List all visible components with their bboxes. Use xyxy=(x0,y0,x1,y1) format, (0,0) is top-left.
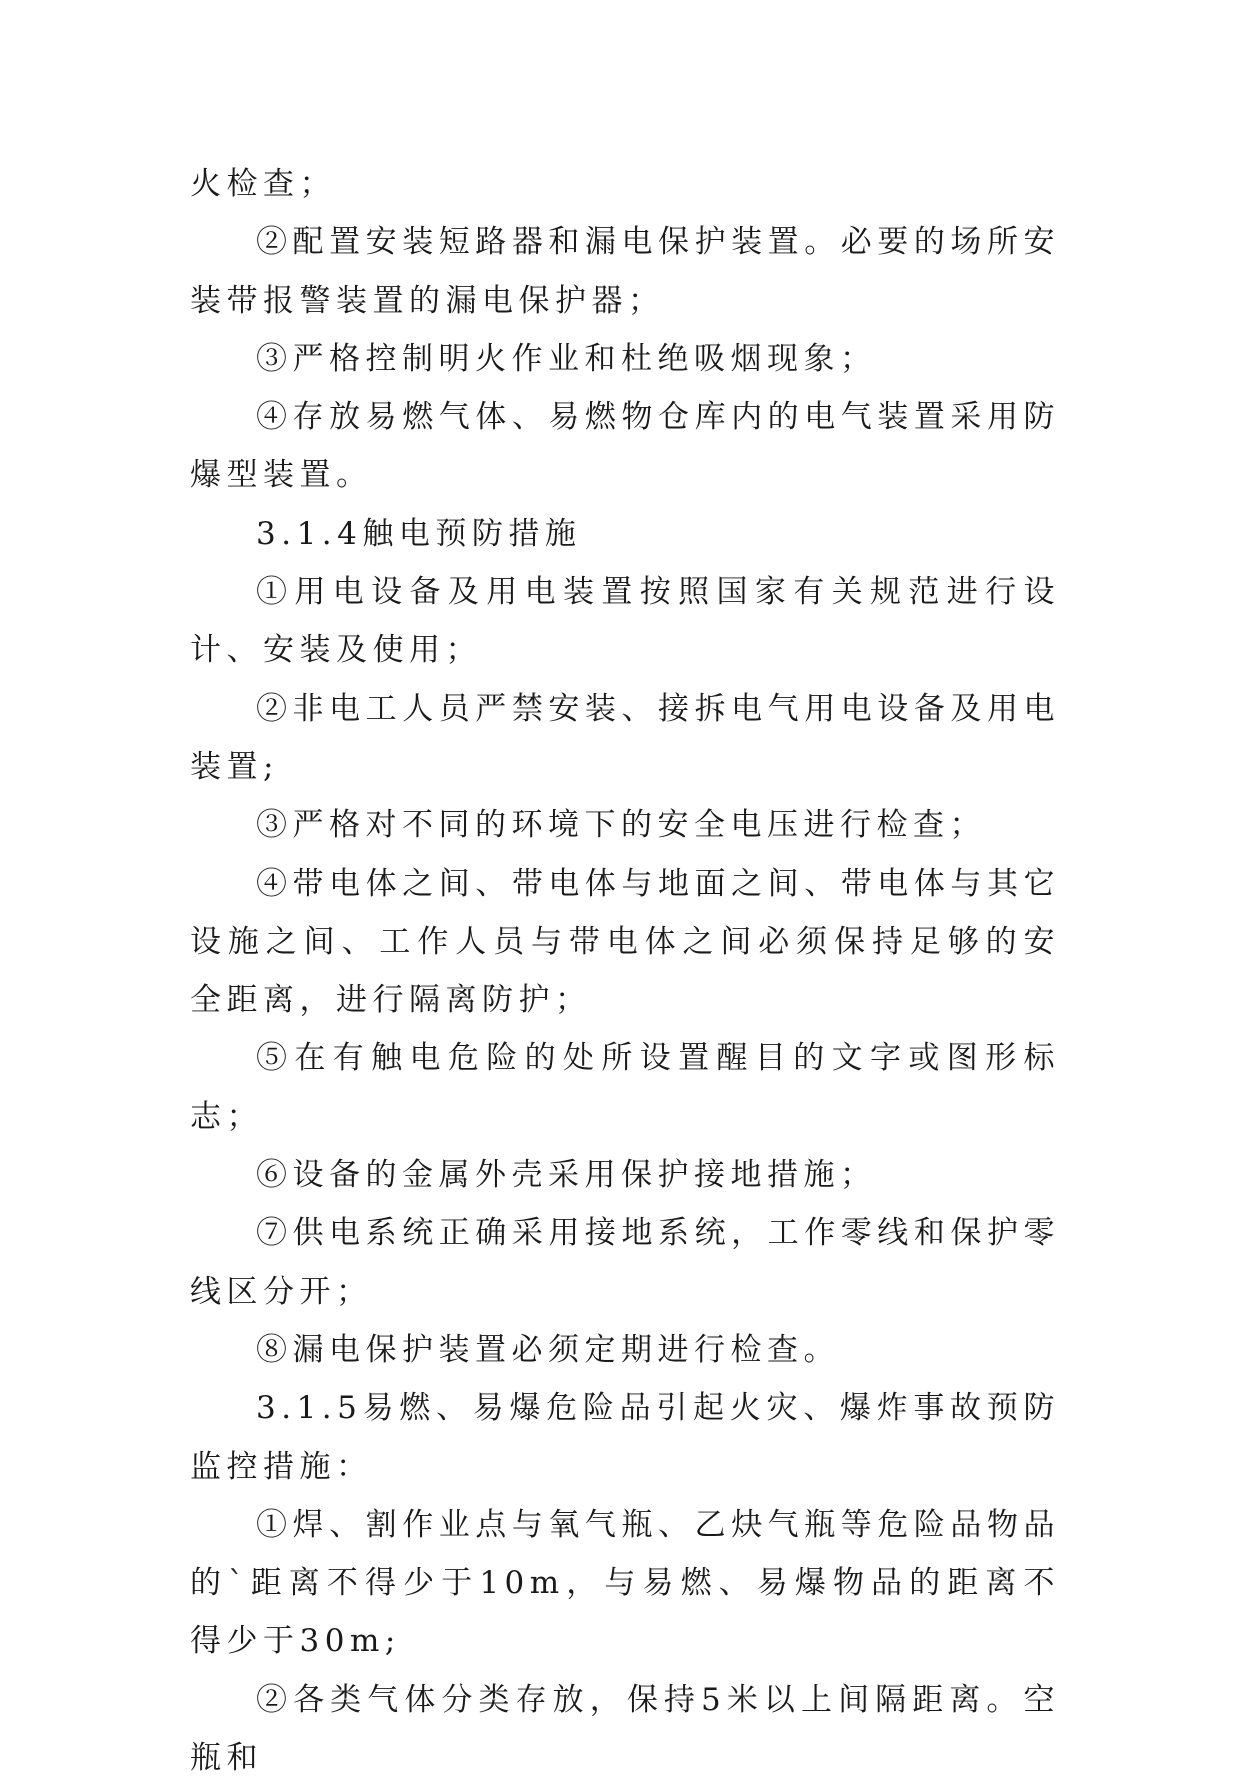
paragraph-item: ④带电体之间、带电体与地面之间、带电体与其它设施之间、工作人员与带电体之间必须保持足够的安全距离，进行隔离防护； xyxy=(190,865,1060,1019)
paragraph-item: ⑦供电系统正确采用接地系统，工作零线和保护零线区分开； xyxy=(190,1215,1060,1310)
paragraph-item: ⑤在有触电危险的处所设置醒目的文字或图形标志； xyxy=(190,1040,1060,1135)
paragraph-item: ②配置安装短路器和漏电保护装置。必要的场所安装带报警装置的漏电保护器； xyxy=(190,224,1060,319)
section-heading: 3.1.4触电预防措施 xyxy=(256,515,582,552)
section-heading: 3.1.5易燃、易爆危险品引起火灾、爆炸事故预防监控措施： xyxy=(190,1390,1060,1485)
paragraph-item: ②非电工人员严禁安装、接拆电气用电设备及用电装置; xyxy=(190,690,1060,785)
paragraph-item: ③严格对不同的环境下的安全电压进行检查； xyxy=(256,807,986,844)
paragraph-item: ④存放易燃气体、易燃物仓库内的电气装置采用防爆型装置。 xyxy=(190,399,1060,494)
paragraph-item: ⑧漏电保护装置必须定期进行检查。 xyxy=(256,1331,840,1368)
paragraph-continuation: 火检查； xyxy=(190,166,336,202)
paragraph-item: ②各类气体分类存放，保持5米以上间隔距离。空瓶和 xyxy=(190,1681,1060,1777)
paragraph-item: ①焊、割作业点与氧气瓶、乙炔气瓶等危险品物品的`距离不得少于10m，与易燃、易爆物品的距离不得少于30m; xyxy=(190,1506,1060,1660)
paragraph-item: ⑥设备的金属外壳采用保护接地措施； xyxy=(256,1157,877,1194)
paragraph-item: ①用电设备及用电装置按照国家有关规范进行设计、安装及使用； xyxy=(190,574,1060,669)
document-body xyxy=(190,155,1060,1787)
paragraph-item: ③严格控制明火作业和杜绝吸烟现象； xyxy=(256,340,877,377)
